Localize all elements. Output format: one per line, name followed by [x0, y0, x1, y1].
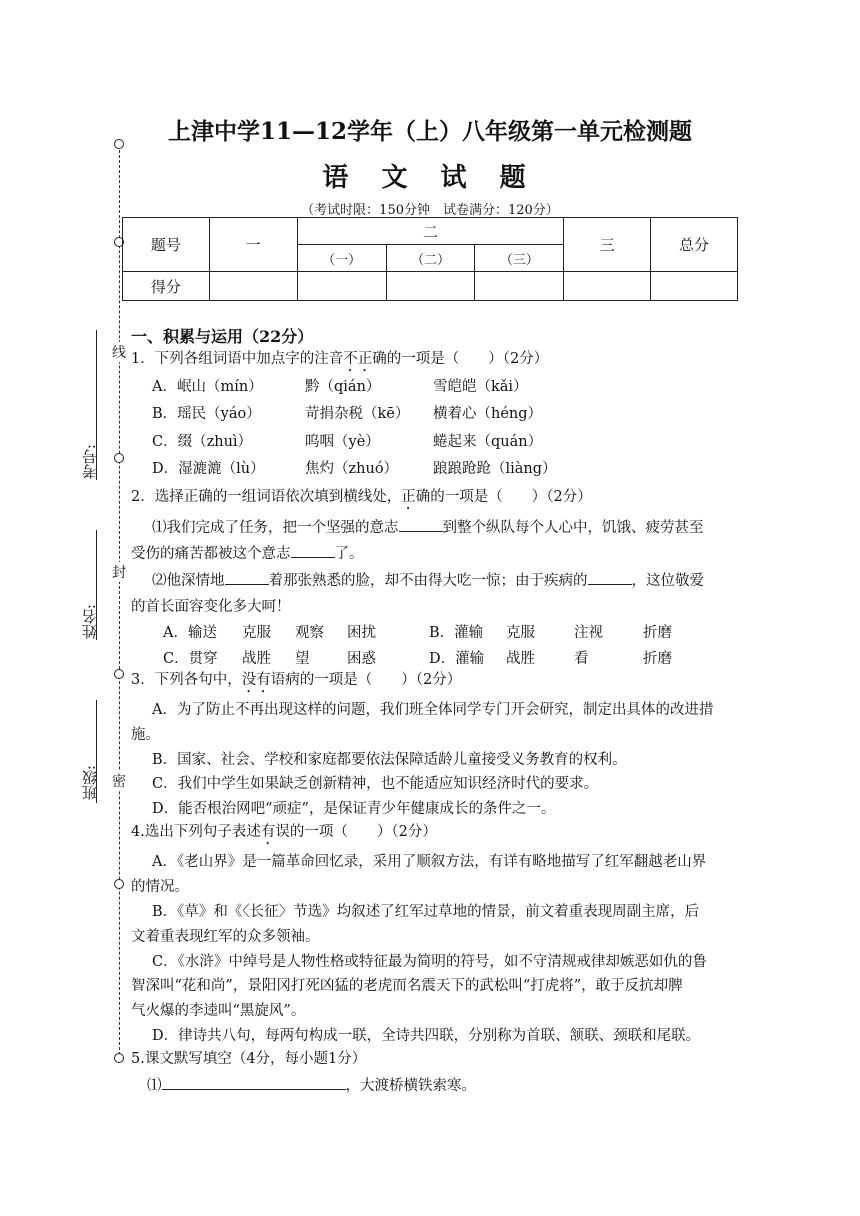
score-table-subcol: （三） — [475, 245, 564, 272]
q2-passage-1b: 受伤的痛苦都被这个意志 了。 — [131, 542, 364, 563]
q1-option: C．缀（zhuì） — [152, 434, 253, 450]
binding-mark-mi: 密 — [112, 771, 126, 791]
q1-option: 苛捐杂税（kē） — [305, 406, 410, 422]
q1-option: 焦灼（zhuó） — [305, 461, 399, 477]
q2-passage-1: ⑴我们完成了任务，把一个坚强的意志 到整个纵队每个人心中，饥饿、疲劳甚至 — [152, 516, 704, 537]
q4-option-d: D．律诗共八句，每两句构成一联，全诗共四联，分别称为首联、颔联、颈联和尾联。 — [152, 1028, 701, 1044]
q2-option: D．灌输 — [429, 651, 485, 667]
field-class-line[interactable] — [96, 700, 97, 803]
question-3-stem: 3．下列各句中，没有语病的一项是（ ）（2分） — [131, 672, 462, 688]
q2-option: 望 — [295, 651, 310, 667]
field-name-label: 姓名: — [81, 604, 99, 640]
score-cell[interactable] — [386, 272, 475, 301]
score-cell[interactable] — [651, 272, 738, 301]
q1-option: D．湿漉漉（lù） — [152, 461, 265, 477]
q2-option: 克服 — [242, 625, 271, 641]
q4-option-c-cont: 智深叫“花和尚”，景阳冈打死凶猛的老虎而名震天下的武松叫“打虎将”，敢于反抗却脾 — [131, 978, 683, 994]
score-table-subcol: （一） — [297, 245, 386, 272]
q5-item-1: ⑴ ，大渡桥横铁索寒。 — [147, 1074, 476, 1095]
fill-blank[interactable] — [399, 517, 443, 532]
q4-option-a: A．《老山界》是一篇革命回忆录，采用了顺叙方法，有详有略地描写了红军翻越老山界 — [152, 854, 707, 870]
binding-hole-icon — [114, 879, 124, 889]
question-1-stem: 1．下列各组词语中加点字的注音不正确的一项是（ ）（2分） — [131, 351, 549, 367]
q4-option-b-cont: 文着重表现红军的众多领袖。 — [131, 929, 320, 945]
field-exam-number-line[interactable] — [96, 330, 97, 480]
field-name-line[interactable] — [96, 530, 97, 640]
q2-option: 看 — [574, 651, 589, 667]
q1-option: 黔（qián） — [305, 379, 381, 395]
score-table-col-1: 一 — [209, 218, 297, 272]
field-exam-number-label: 考号: — [81, 444, 99, 480]
q2-option: 战胜 — [506, 651, 535, 667]
score-table-subcol: （二） — [386, 245, 475, 272]
score-cell[interactable] — [564, 272, 651, 301]
q4-option-b: B．《草》和《〈长征〉节选》均叙述了红军过草地的情景，前文着重表现周副主席，后 — [152, 904, 700, 920]
binding-hole-icon — [114, 669, 124, 679]
q1-option: 横着心（héng） — [433, 406, 543, 422]
exam-info: （考试时限：150分钟 试卷满分：120分） — [301, 203, 559, 218]
binding-mark-xian: 线 — [112, 342, 126, 362]
q2-option: 折磨 — [643, 651, 672, 667]
q2-option: 战胜 — [242, 651, 271, 667]
q2-passage-2b: 的首长面容变化多大呵！ — [131, 599, 291, 615]
fill-blank[interactable] — [291, 543, 335, 558]
q2-option: 困惑 — [347, 651, 376, 667]
score-cell[interactable] — [209, 272, 297, 301]
q2-option: 观察 — [295, 625, 324, 641]
section-title: 一、积累与运用（22分） — [131, 327, 314, 346]
q1-option: 雪皑皑（kǎi） — [433, 379, 528, 395]
binding-dashed-line — [119, 140, 120, 1060]
score-table-col-total: 总分 — [651, 218, 738, 272]
score-table-header-label: 题号 — [123, 218, 210, 272]
q2-option: 克服 — [506, 625, 535, 641]
q2-option: 折磨 — [643, 625, 672, 641]
q2-option: B．灌输 — [429, 625, 484, 641]
q1-option: 踉踉跄跄（liàng） — [433, 461, 557, 477]
question-5-stem: 5.课文默写填空（4分，每小题1分） — [131, 1051, 367, 1067]
q3-option-b: B．国家、社会、学校和家庭都要依法保障适龄儿童接受义务教育的权利。 — [152, 752, 627, 768]
fill-blank[interactable] — [225, 570, 269, 585]
q2-option: 注视 — [574, 625, 603, 641]
exam-title: 上津中学11—12学年（上）八年级第一单元检测题 — [167, 118, 692, 145]
q1-option: 呜咽（yè） — [305, 434, 380, 450]
score-table-col-3: 三 — [564, 218, 651, 272]
fill-blank[interactable] — [162, 1075, 346, 1090]
question-4-stem: 4.选出下列句子表述有误的一项（ ）（2分） — [131, 824, 437, 840]
question-2-stem: 2．选择正确的一组词语依次填到横线处，正确的一项是（ ）（2分） — [131, 489, 592, 505]
q4-option-a-cont: 的情况。 — [131, 879, 189, 895]
q1-option: B．瑶民（yáo） — [152, 406, 261, 422]
score-cell[interactable] — [475, 272, 564, 301]
q1-option: A．岷山（mín） — [152, 379, 263, 395]
field-class-label: 班级: — [81, 765, 99, 801]
q2-passage-2: ⑵他深情地 着那张熟悉的脸，却不由得大吃一惊；由于疾病的 ，这位敬爱 — [152, 569, 704, 590]
q2-option: 困扰 — [347, 625, 376, 641]
fill-blank[interactable] — [588, 570, 632, 585]
score-table-col-2: 二 — [297, 218, 564, 245]
q2-option: A．输送 — [163, 625, 217, 641]
binding-mark-feng: 封 — [112, 562, 126, 582]
q2-option: C．贯穿 — [163, 651, 218, 667]
q3-option-a-cont: 施。 — [131, 727, 160, 743]
q3-option-c: C．我们中学生如果缺乏创新精神，也不能适应知识经济时代的要求。 — [152, 776, 599, 792]
score-table — [122, 217, 738, 301]
binding-hole-icon — [114, 1053, 124, 1063]
score-table-score-label: 得分 — [123, 272, 210, 301]
score-cell[interactable] — [297, 272, 386, 301]
q3-option-d: D．能否根治网吧“顽症”，是保证青少年健康成长的条件之一。 — [152, 801, 556, 817]
q4-option-c: C．《水浒》中绰号是人物性格或特征最为简明的符号，如不守清规戒律却嫉恶如仇的鲁 — [152, 954, 707, 970]
q4-option-c-cont: 气火爆的李逵叫“黑旋风”。 — [131, 1003, 306, 1019]
q1-option: 蜷起来（quán） — [433, 434, 543, 450]
binding-hole-icon — [114, 453, 124, 463]
exam-subject: 语 文 试 题 — [322, 163, 538, 193]
q3-option-a: A．为了防止不再出现这样的问题，我们班全体同学专门开会研究，制定出具体的改进措 — [152, 702, 714, 718]
